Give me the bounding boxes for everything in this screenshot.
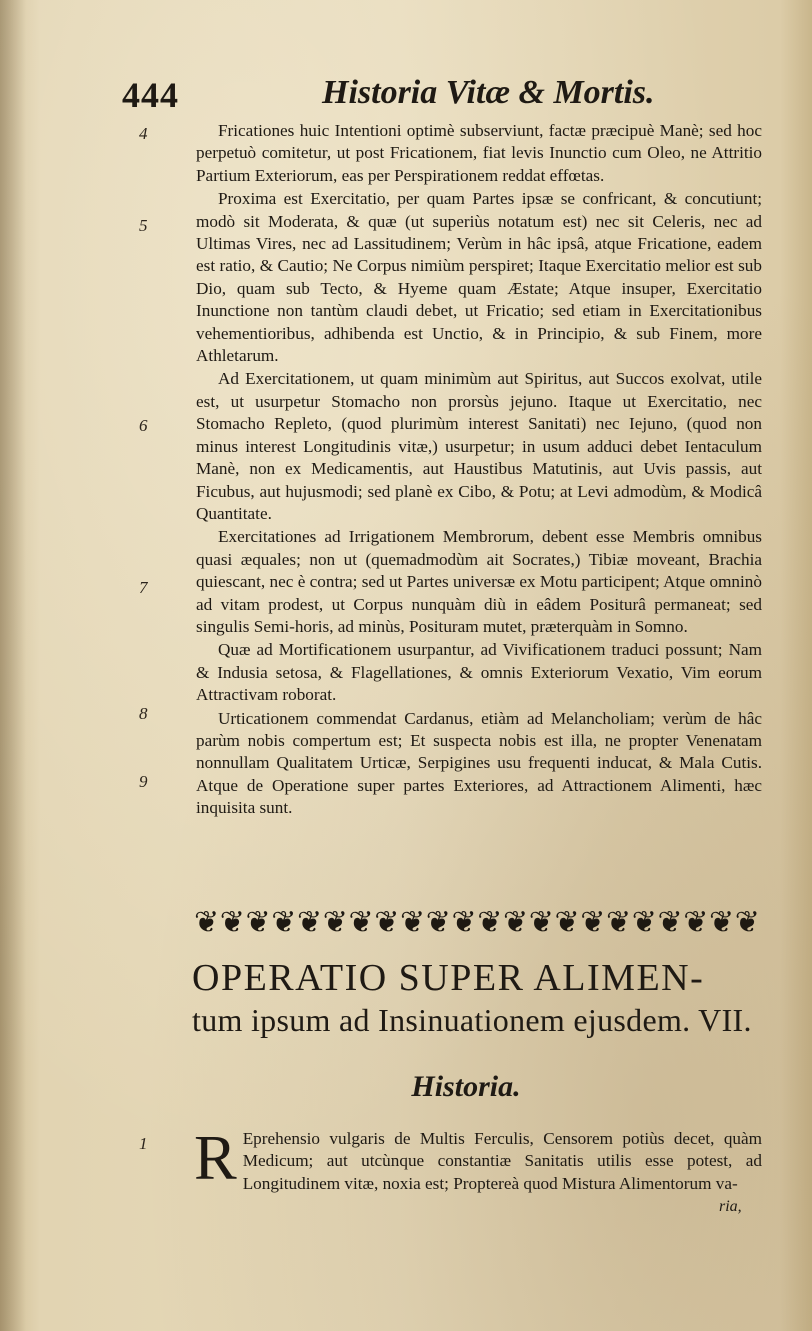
margin-number: 7 — [139, 578, 148, 597]
fleuron-icon: ❦ — [734, 905, 760, 939]
running-head — [122, 74, 655, 122]
paragraph: Quæ ad Mortificationem usurpantur, ad Vivificationem traduci possunt; Nam & Indusia setosa, & Flagellationes, & omnis Exteriorum Vexatio, Vim eorum Attractivam roborat. — [196, 640, 762, 705]
fleuron-icon: ❦ — [528, 905, 554, 939]
fleuron-icon: ❦ — [631, 905, 657, 939]
page-gutter-shadow — [0, 0, 26, 1331]
margin-number: 4 — [139, 124, 148, 143]
paragraph: Ad Exercitationem, ut quam minimùm aut Spiritus, aut Succos exolvat, utile est, ut usurpetur Stomacho non prorsùs jejuno. Itaque ut Exercitatio, nec Stomacho Repleto, (quod plurimùm interest Sanitati) nec Iejuno, (quod non minus interest Longitudinis vitæ,) usurpetur; in usum adduci debet Ientaculum Manè, non ex Medicamentis, aut Haustibus Matutinis, aut Uvis passis, aut Ficubus, aut hujusmodi; sed planè ex Cibo, & Potu; at Levi admodùm, & Modicâ Quantitate. — [196, 369, 762, 523]
fleuron-icon: ❦ — [451, 905, 477, 939]
paragraph: Urticationem commendat Cardanus, etiàm ad Melancholiam; verùm de hâc parùm nobis compertum est; Et suspecta nobis est illa, ne propter Venenatam nonnullam Qualitatem Urticæ, Serpigines usu frequenti inducat, & Mala Cutis. Atque de Operatione super partes Exteriores, ad Attractionem Alimenti, hæc inquisita sunt. — [196, 708, 762, 818]
fleuron-icon: ❦ — [245, 905, 271, 939]
final-paragraph-text: Eprehensio vulgaris de Multis Ferculis, Censorem potiùs decet, quàm Medicum; aut utcùnque constantiæ Sanitatis utilis esse potest, ad Longitudinem vitæ, noxia est; Proptereà quod Mistura Alimentorum va- — [242, 1129, 762, 1193]
fleuron-icon: ❦ — [374, 905, 400, 939]
margin-number: 9 — [139, 772, 148, 791]
fleuron-icon: ❦ — [297, 905, 323, 939]
fleuron-icon: ❦ — [477, 905, 503, 939]
fleuron-icon: ❦ — [348, 905, 374, 939]
fleuron-icon: ❦ — [554, 905, 580, 939]
body-text — [196, 120, 762, 820]
section-title-line-2: tum ipsum ad Insinuationem ejusdem. VII. — [192, 1002, 752, 1038]
fleuron-icon: ❦ — [606, 905, 632, 939]
catchword: ria, — [719, 1198, 742, 1215]
fleuron-icon: ❦ — [503, 905, 529, 939]
margin-number: 5 — [139, 216, 148, 235]
drop-cap-initial: R — [194, 1122, 237, 1193]
fleuron-icon: ❦ — [657, 905, 683, 939]
final-paragraph — [194, 1122, 762, 1195]
margin-number: 6 — [139, 416, 148, 435]
fleuron-icon: ❦ — [219, 905, 245, 939]
paragraph: Fricationes huic Intentioni optimè subserviunt, factæ præcipuè Manè; sed hoc perpetuò comitetur, ut post Fricationem, fiat levis Inunctio cum Oleo, ne Attritio Partium Exteriorum, eas per Perspirationem reddat effœtas. — [196, 121, 762, 185]
fleuron-icon: ❦ — [400, 905, 426, 939]
margin-number: 8 — [139, 704, 148, 723]
running-title: Historia Vitæ & Mortis. — [322, 74, 655, 111]
fleuron-icon: ❦ — [709, 905, 735, 939]
fleuron-icon: ❦ — [194, 905, 220, 939]
section-title-line-1: OPERATIO SUPER ALIMEN- — [192, 957, 705, 999]
fleuron-icon: ❦ — [425, 905, 451, 939]
fleuron-icon: ❦ — [580, 905, 606, 939]
subheading: Historia. — [411, 1070, 521, 1103]
paragraph: Proxima est Exercitatio, per quam Partes ipsæ se confricant, & concutiunt; modò sit Moderata, & quæ (ut superiùs notatum est) nec sit Celeris, nec ad Ultimas Vires, nec ad Lassitudinem; Verùm in hâc ipsâ, atque Fricatione, eadem est ratio, & Cautio; Ne Corpus nimiùm perspiret; Itaque Exercitatio melior est sub Dio, quam sub Tecto, & Hyeme quam Æstate; Atque insuper, Exercitatio Inunctione non tantùm claudi debet, ut Fricatio; sed etiam in Exercitationibus vehementioribus, adhibenda est Unctio, & in Principio, & sub Finem, more Athletarum. — [196, 189, 762, 366]
fleuron-icon: ❦ — [322, 905, 348, 939]
margin-number: 1 — [139, 1134, 148, 1153]
page-number: 444 — [122, 75, 179, 115]
fleuron-icon: ❦ — [271, 905, 297, 939]
fleuron-icon: ❦ — [683, 905, 709, 939]
ornament-rule — [194, 903, 760, 941]
paragraph: Exercitationes ad Irrigationem Membrorum, debent esse Membris omnibus quasi æquales; non ut (quemadmodùm ait Socrates,) Tibiæ moveant, Brachia quiescant, nec è contra; sed ut Partes universæ ex Motu participent; Atque omninò ad vitam prodest, ut Corpus nunquàm diù in eâdem Positurâ permaneat; sed singulis Semi-horis, ad minùs, Posituram mutet, præterquàm in Somno. — [196, 527, 762, 636]
